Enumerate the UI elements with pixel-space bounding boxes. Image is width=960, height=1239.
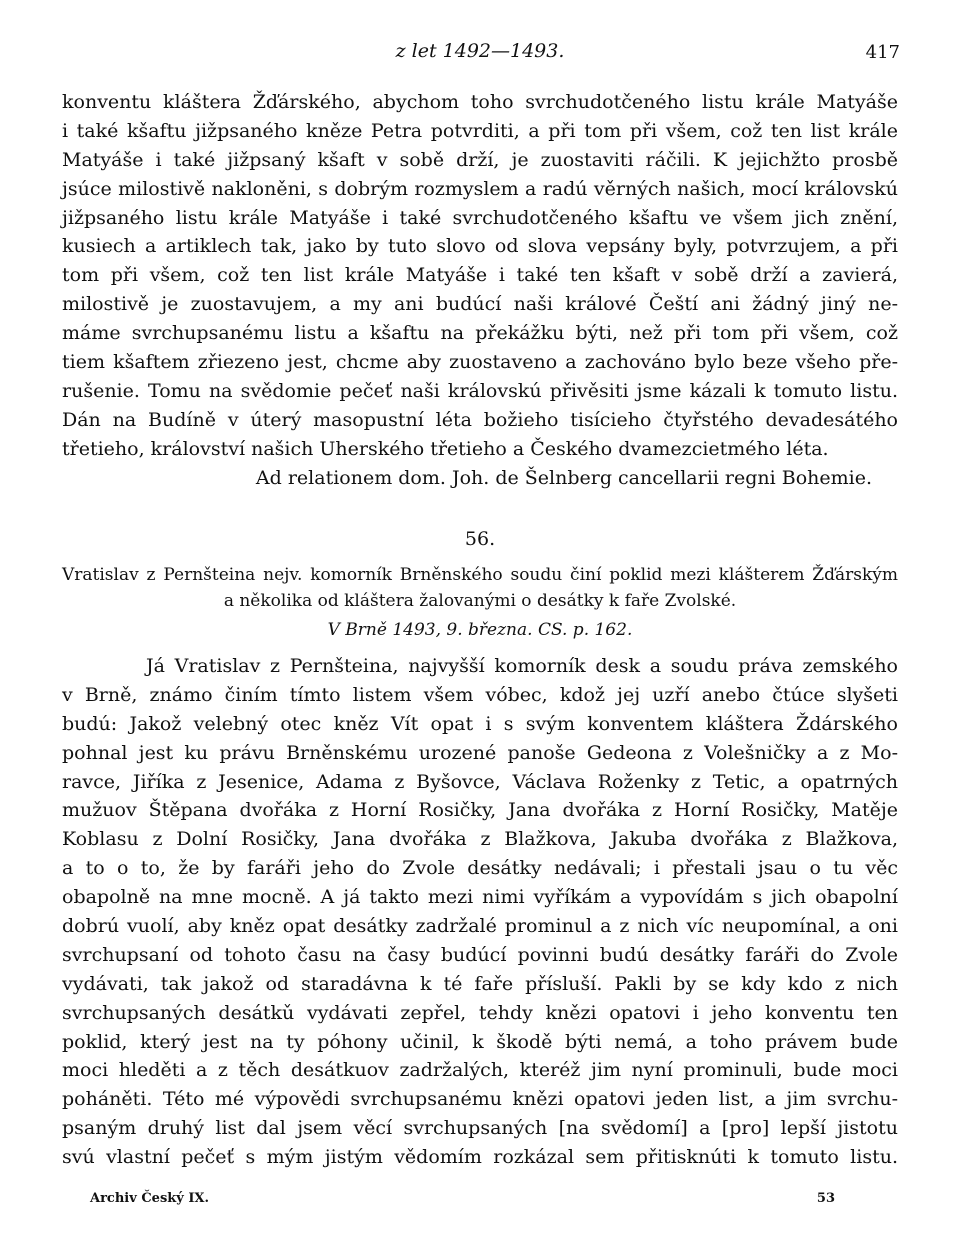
page-number: 417 (865, 42, 900, 63)
text-line: máme svrchupsanému listu a kšaftu na překážku býti, než při tom při všem, což (62, 322, 898, 345)
relation-note: Ad relationem dom. Joh. de Šelnberg cancellarii regni Bohemie. (255, 466, 872, 489)
text-line: poháněti. Této mé výpovědi svrchupsanému knězi opatovi jeden list, a jim svrchu- (62, 1088, 898, 1111)
document-body (62, 652, 898, 1172)
summary-line: a několika od kláštera žalovanými o desátky k faře Zvolské. (223, 591, 737, 611)
text-line: jsúce milostivě nakloněni, s dobrým rozmyslem a radú věrných našich, mocí královskú (62, 177, 898, 200)
text-line: a to o to, že by faráři jeho do Zvole desátky nedávali; i přestali jsau o tu věc (62, 857, 898, 880)
text-line: moci hleděti a z těch desátkuov zadržalých, kteréž jim nyní prominuli, bude moci (62, 1059, 898, 1082)
text-line: vydávati, tak jakož od staradávna k té faře přísluší. Pakli by se kdy kdo z nich (62, 972, 898, 995)
document-number: 56. (464, 528, 496, 550)
text-line: tiem kšaftem zřiezeno jest, chcme aby zuostaveno a zachováno bylo beze všeho pře- (62, 351, 898, 374)
text-line: třetieho, království našich Uherského třetieho a Českého dvamezcietmého léta. (62, 437, 829, 460)
document-summary (62, 562, 898, 614)
text-line: ravce, Jiříka z Jesenice, Adama z Byšovce, Václava Roženky z Tetic, a opatrných (62, 770, 898, 793)
footer-sheet-number: 53 (816, 1191, 835, 1206)
text-line: jižpsaného listu krále Matyáše i také svrchudotčeného kšaftu ve všem jich znění, (62, 206, 898, 229)
text-line: rušenie. Tomu na svědomie pečeť naši královskú přivěsiti jsme kázali k tomuto listu. (62, 379, 898, 402)
dateline: V Brně 1493, 9. března. CS. p. 162. (327, 620, 633, 640)
continuation-text (62, 88, 898, 492)
text-line: dobrú vuolí, aby kněz opat desátky zadržalé prominul a z nich víc neupomínal, a oni (62, 915, 898, 938)
text-line: budú: Jakož velebný otec kněz Vít opat i s svým konventem kláštera Ždárského (62, 712, 898, 735)
text-line: konventu kláštera Žďárského, abychom toho svrchudotčeného listu krále Matyáše (62, 91, 898, 113)
text-line: Já Vratislav z Pernšteina, najvyšší komorník desk a soudu práva zemského (146, 655, 898, 677)
running-head (60, 40, 900, 70)
summary-line: Vratislav z Pernšteina nejv. komorník Brněnského soudu činí poklid mezi klášterem Žďárským (62, 565, 898, 585)
text-line: pohnal jest ku právu Brněnskému urozené panoše Gedeona z Volešničky a z Mo- (62, 741, 898, 764)
text-line: Dán na Budíně v úterý masopustní léta božieho tisícieho čtyřstého devadesátého (62, 408, 898, 431)
text-line: psaným druhý list dal jsem věcí svrchupsaných [na svědomí] a [pro] lepší jistotu (62, 1117, 898, 1140)
text-line: tom při všem, což ten list krále Matyáše i také ten kšaft v sobě drží a zavierá, (62, 264, 898, 287)
text-line: i také kšaftu jižpsaného kněze Petra potvrditi, a při tom při všem, což ten list krále (62, 119, 898, 142)
text-line: Koblasu z Dolní Rosičky, Jana dvořáka z Blažkova, Jakuba dvořáka z Blažkova, (62, 828, 898, 851)
text-line: poklid, který jest na ty póhony učinil, k škodě býti nemá, a toho právem bude (62, 1030, 898, 1053)
text-line: mužuov Štěpana dvořáka z Horní Rosičky, Jana dvořáka z Horní Rosičky, Matěje (62, 799, 898, 822)
text-line: svú vlastní pečeť s mým jistým vědomím rozkázal sem přitisknúti k tomuto listu. (62, 1146, 898, 1169)
text-line: milostivě je zuostavujem, a my ani budúcí naši králové Čeští ani žádný jiný ne- (62, 293, 898, 316)
text-line: svrchupsaných desátkǔ vydávati zepřel, tehdy knězi opatovi i jeho konventu ten (62, 1001, 898, 1024)
text-line: kusiech a artiklech tak, jako by tuto slovo od slova vepsány byly, potvrzujem, a při (62, 235, 898, 258)
text-line: Matyáše i také jižpsaný kšaft v sobě drží, je zuostaviti ráčili. K jejichžto prosbě (62, 148, 898, 171)
text-line: obapolně na mne mocně. A já takto mezi nimi vyříkám a vypovídám s jich obapolní (62, 886, 898, 909)
text-line: svrchupsaní od tohoto času na časy budúcí povinni budú desátky faráři do Zvole (62, 943, 898, 966)
text-line: v Brně, známo činím tímto listem všem vóbec, kdož jej uzří anebo čtúce slyšeti (62, 683, 898, 706)
footer-signature: Archiv Český IX. (90, 1191, 210, 1206)
page-footer (90, 1191, 835, 1211)
running-title: z let 1492—1493. (395, 40, 565, 62)
